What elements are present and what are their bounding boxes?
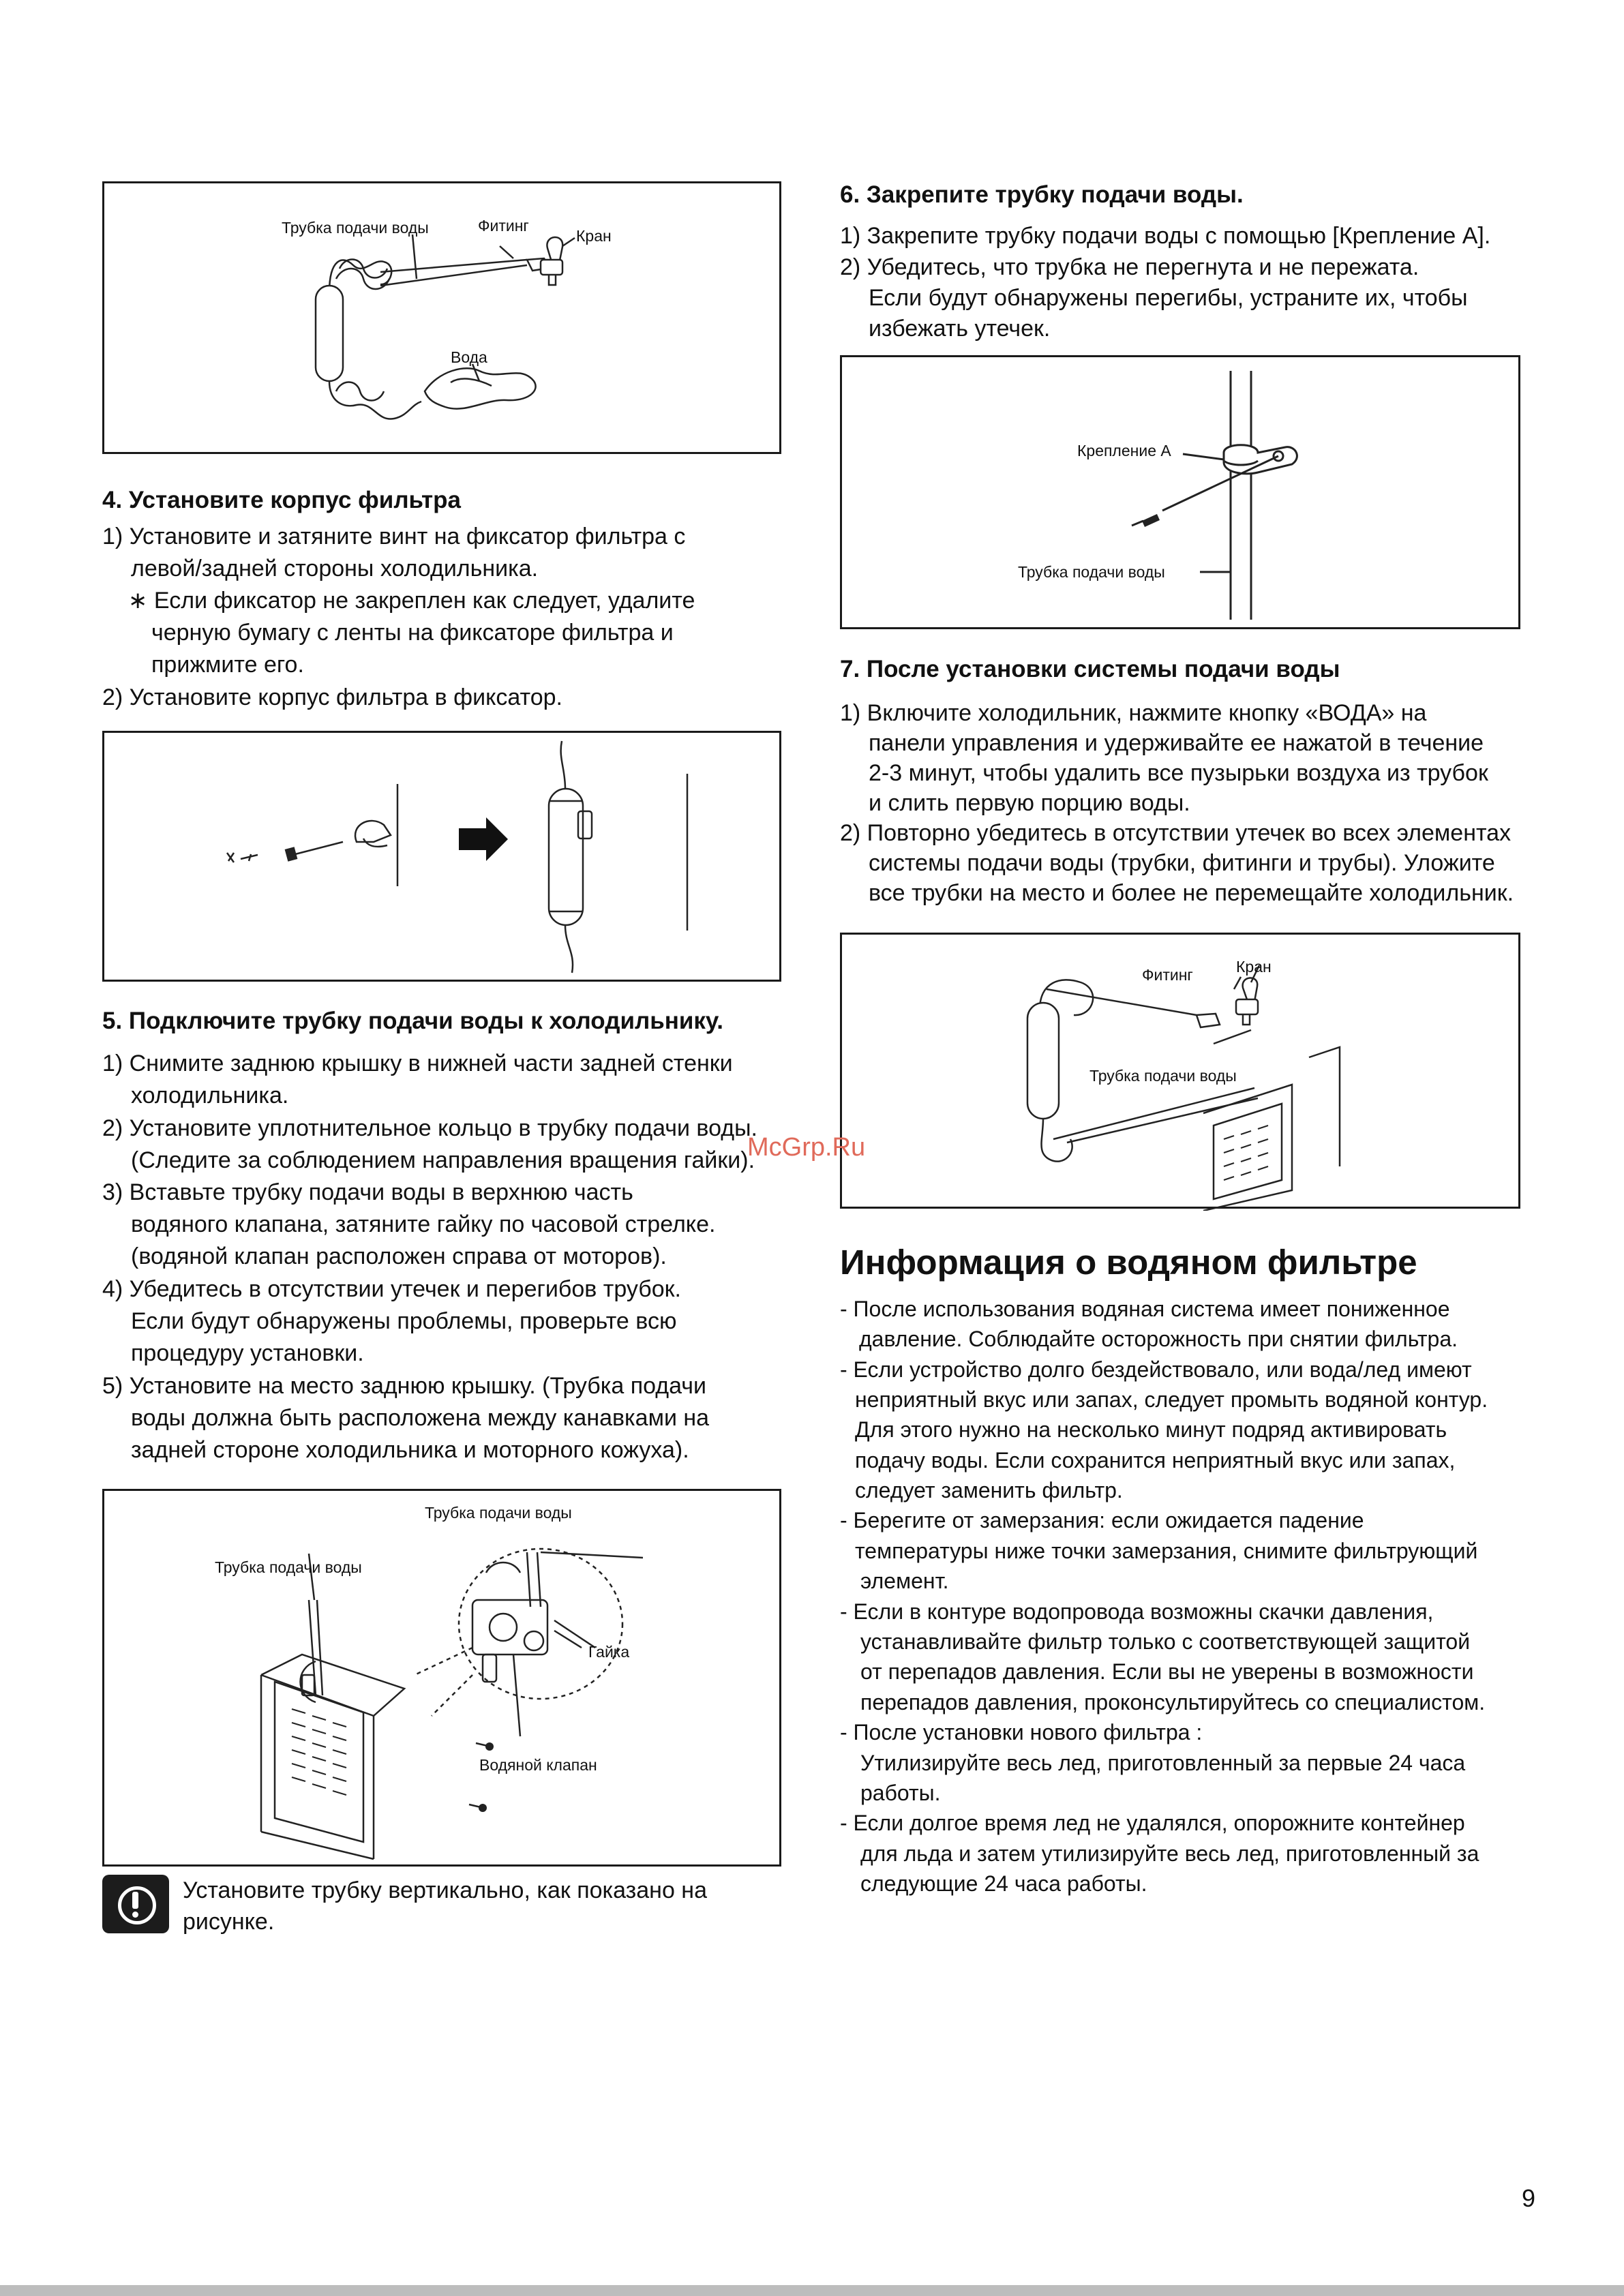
s4-line-6: 2) Установите корпус фильтра в фиксатор. [102,684,562,710]
info-line-8: - Берегите от замерзания: если ожидается падение [840,1508,1364,1532]
s5-line-13: задней стороне холодильника и моторного кожуха). [131,1437,689,1463]
bottom-divider [0,2285,1624,2296]
s7-line-4: и слить первую порцию воды. [869,790,1190,816]
s5-line-7: (водяной клапан расположен справа от моторов). [131,1243,667,1269]
s7-line-1: 1) Включите холодильник, нажмите кнопку «ВОДА» на [840,700,1427,726]
info-line-2: давление. Соблюдайте осторожность при снятии фильтра. [859,1327,1458,1351]
s5-line-3: 2) Установите уплотнительное кольцо в трубку подачи воды. [102,1115,757,1141]
s7-line-5: 2) Повторно убедитесь в отсутствии утечек во всех элементах [840,820,1512,846]
section-5-title: 5. Подключите трубку подачи воды к холодильнику. [102,1008,723,1034]
s7-line-6: системы подачи воды (трубки, фитинги и трубы). Уложите [869,850,1495,876]
s5-line-6: водяного клапана, затяните гайку по часовой стрелке. [131,1211,716,1237]
label-tap: Кран [576,227,612,245]
filter-connection-illustration [104,183,783,456]
label-pipe-left: Трубка подачи воды [215,1558,362,1576]
label-clamp: Крепление А [1077,442,1171,459]
s6-line-1: 1) Закрепите трубку подачи воды с помощью [Крепление А]. [840,223,1491,249]
info-line-12: устанавливайте фильтр только с соответствующей защитой [860,1629,1471,1654]
s5-line-2: холодильника. [131,1083,289,1108]
warning-icon [102,1875,169,1933]
section-4-title: 4. Установите корпус фильтра [102,487,461,513]
label-valve: Водяной клапан [479,1756,597,1774]
figure-system-overview [840,933,1520,1209]
s4-line-4: черную бумагу с ленты на фиксаторе фильтра и [151,620,674,646]
info-line-7: следует заменить фильтр. [855,1478,1123,1502]
label-water: Вода [451,348,487,366]
s5-line-12: воды должна быть расположена между канавками на [131,1405,710,1431]
info-line-10: элемент. [860,1569,949,1593]
label-nut: Гайка [588,1643,630,1661]
s7-line-2: панели управления и удерживайте ее нажатой в течение [869,730,1484,756]
info-line-1: - После использования водяная система имеет пониженное [840,1297,1450,1321]
label-fitting: Фитинг [1142,966,1193,984]
info-line-18: - Если долгое время лед не удалялся, опорожните контейнер [840,1811,1465,1835]
label-pipe-top: Трубка подачи воды [425,1504,572,1522]
s5-line-5: 3) Вставьте трубку подачи воды в верхнюю часть [102,1179,633,1205]
info-line-17: работы. [860,1781,941,1805]
info-line-13: от перепадов давления. Если вы не уверены в возможности [860,1659,1474,1684]
water-valve-illustration [104,1491,783,1869]
s7-line-7: все трубки на место и более не перемещайте холодильник. [869,880,1514,906]
s4-line-2: левой/задней стороны холодильника. [131,556,539,581]
page-number: 9 [1522,2184,1536,2212]
s4-line-3: ∗ Если фиксатор не закреплен как следует, удалите [128,588,695,614]
warning-line-1: Установите трубку вертикально, как показано на [183,1877,707,1903]
filter-holder-illustration [104,733,783,984]
info-line-15: - После установки нового фильтра : [840,1720,1203,1744]
info-line-3: - Если устройство долго бездействовало, или вода/лед имеют [840,1357,1472,1382]
section-7-title: 7. После установки системы подачи воды [840,656,1340,682]
info-line-5: Для этого нужно на несколько минут подряд активировать [855,1417,1447,1442]
s6-line-2: 2) Убедитесь, что трубка не перегнута и не пережата. [840,254,1419,280]
info-line-20: следующие 24 часа работы. [860,1871,1147,1896]
s7-line-3: 2-3 минут, чтобы удалить все пузырьки воздуха из трубок [869,760,1488,786]
s5-line-10: процедуру установки. [131,1340,364,1366]
info-line-6: подачу воды. Если сохранится неприятный вкус или запах, [855,1448,1456,1472]
s6-line-3: Если будут обнаружены перегибы, устраните их, чтобы [869,285,1468,311]
s5-line-1: 1) Снимите заднюю крышку в нижней части задней стенки [102,1051,733,1076]
label-pipe: Трубка подачи воды [1018,563,1165,581]
info-line-16: Утилизируйте весь лед, приготовленный за первые 24 часа [860,1751,1466,1775]
label-pipe: Трубка подачи воды [1089,1067,1237,1085]
info-title: Информация о водяном фильтре [840,1243,1417,1282]
figure-filter-connection [102,181,781,454]
clamp-illustration [842,357,1522,631]
watermark: McGrp.Ru [747,1133,866,1162]
s4-line-1: 1) Установите и затяните винт на фиксатор фильтра с [102,524,686,549]
info-line-14: перепадов давления, проконсультируйтесь со специалистом. [860,1690,1486,1715]
section-6-title: 6. Закрепите трубку подачи воды. [840,181,1244,208]
figure-clamp [840,355,1520,629]
info-line-19: для льда и затем утилизируйте весь лед, приготовленный за [860,1841,1479,1866]
info-line-9: температуры ниже точки замерзания, снимите фильтрующий [855,1539,1478,1563]
s5-line-8: 4) Убедитесь в отсутствии утечек и перегибов трубок. [102,1276,681,1302]
s5-line-4: (Следите за соблюдением направления вращения гайки). [131,1147,755,1173]
info-line-4: неприятный вкус или запах, следует промыть водяной контур. [855,1387,1488,1412]
figure-filter-holder [102,731,781,982]
info-line-11: - Если в контуре водопровода возможны скачки давления, [840,1599,1434,1624]
label-fitting: Фитинг [478,217,529,235]
label-pipe: Трубка подачи воды [282,219,429,237]
s5-line-11: 5) Установите на место заднюю крышку. (Трубка подачи [102,1373,706,1399]
figure-water-valve [102,1489,781,1867]
s6-line-4: избежать утечек. [869,316,1051,342]
system-overview-illustration [842,935,1522,1211]
s5-line-9: Если будут обнаружены проблемы, проверьте всю [131,1308,677,1334]
warning-line-2: рисунке. [183,1909,275,1935]
label-tap: Кран [1236,958,1272,976]
s4-line-5: прижмите его. [151,652,304,678]
